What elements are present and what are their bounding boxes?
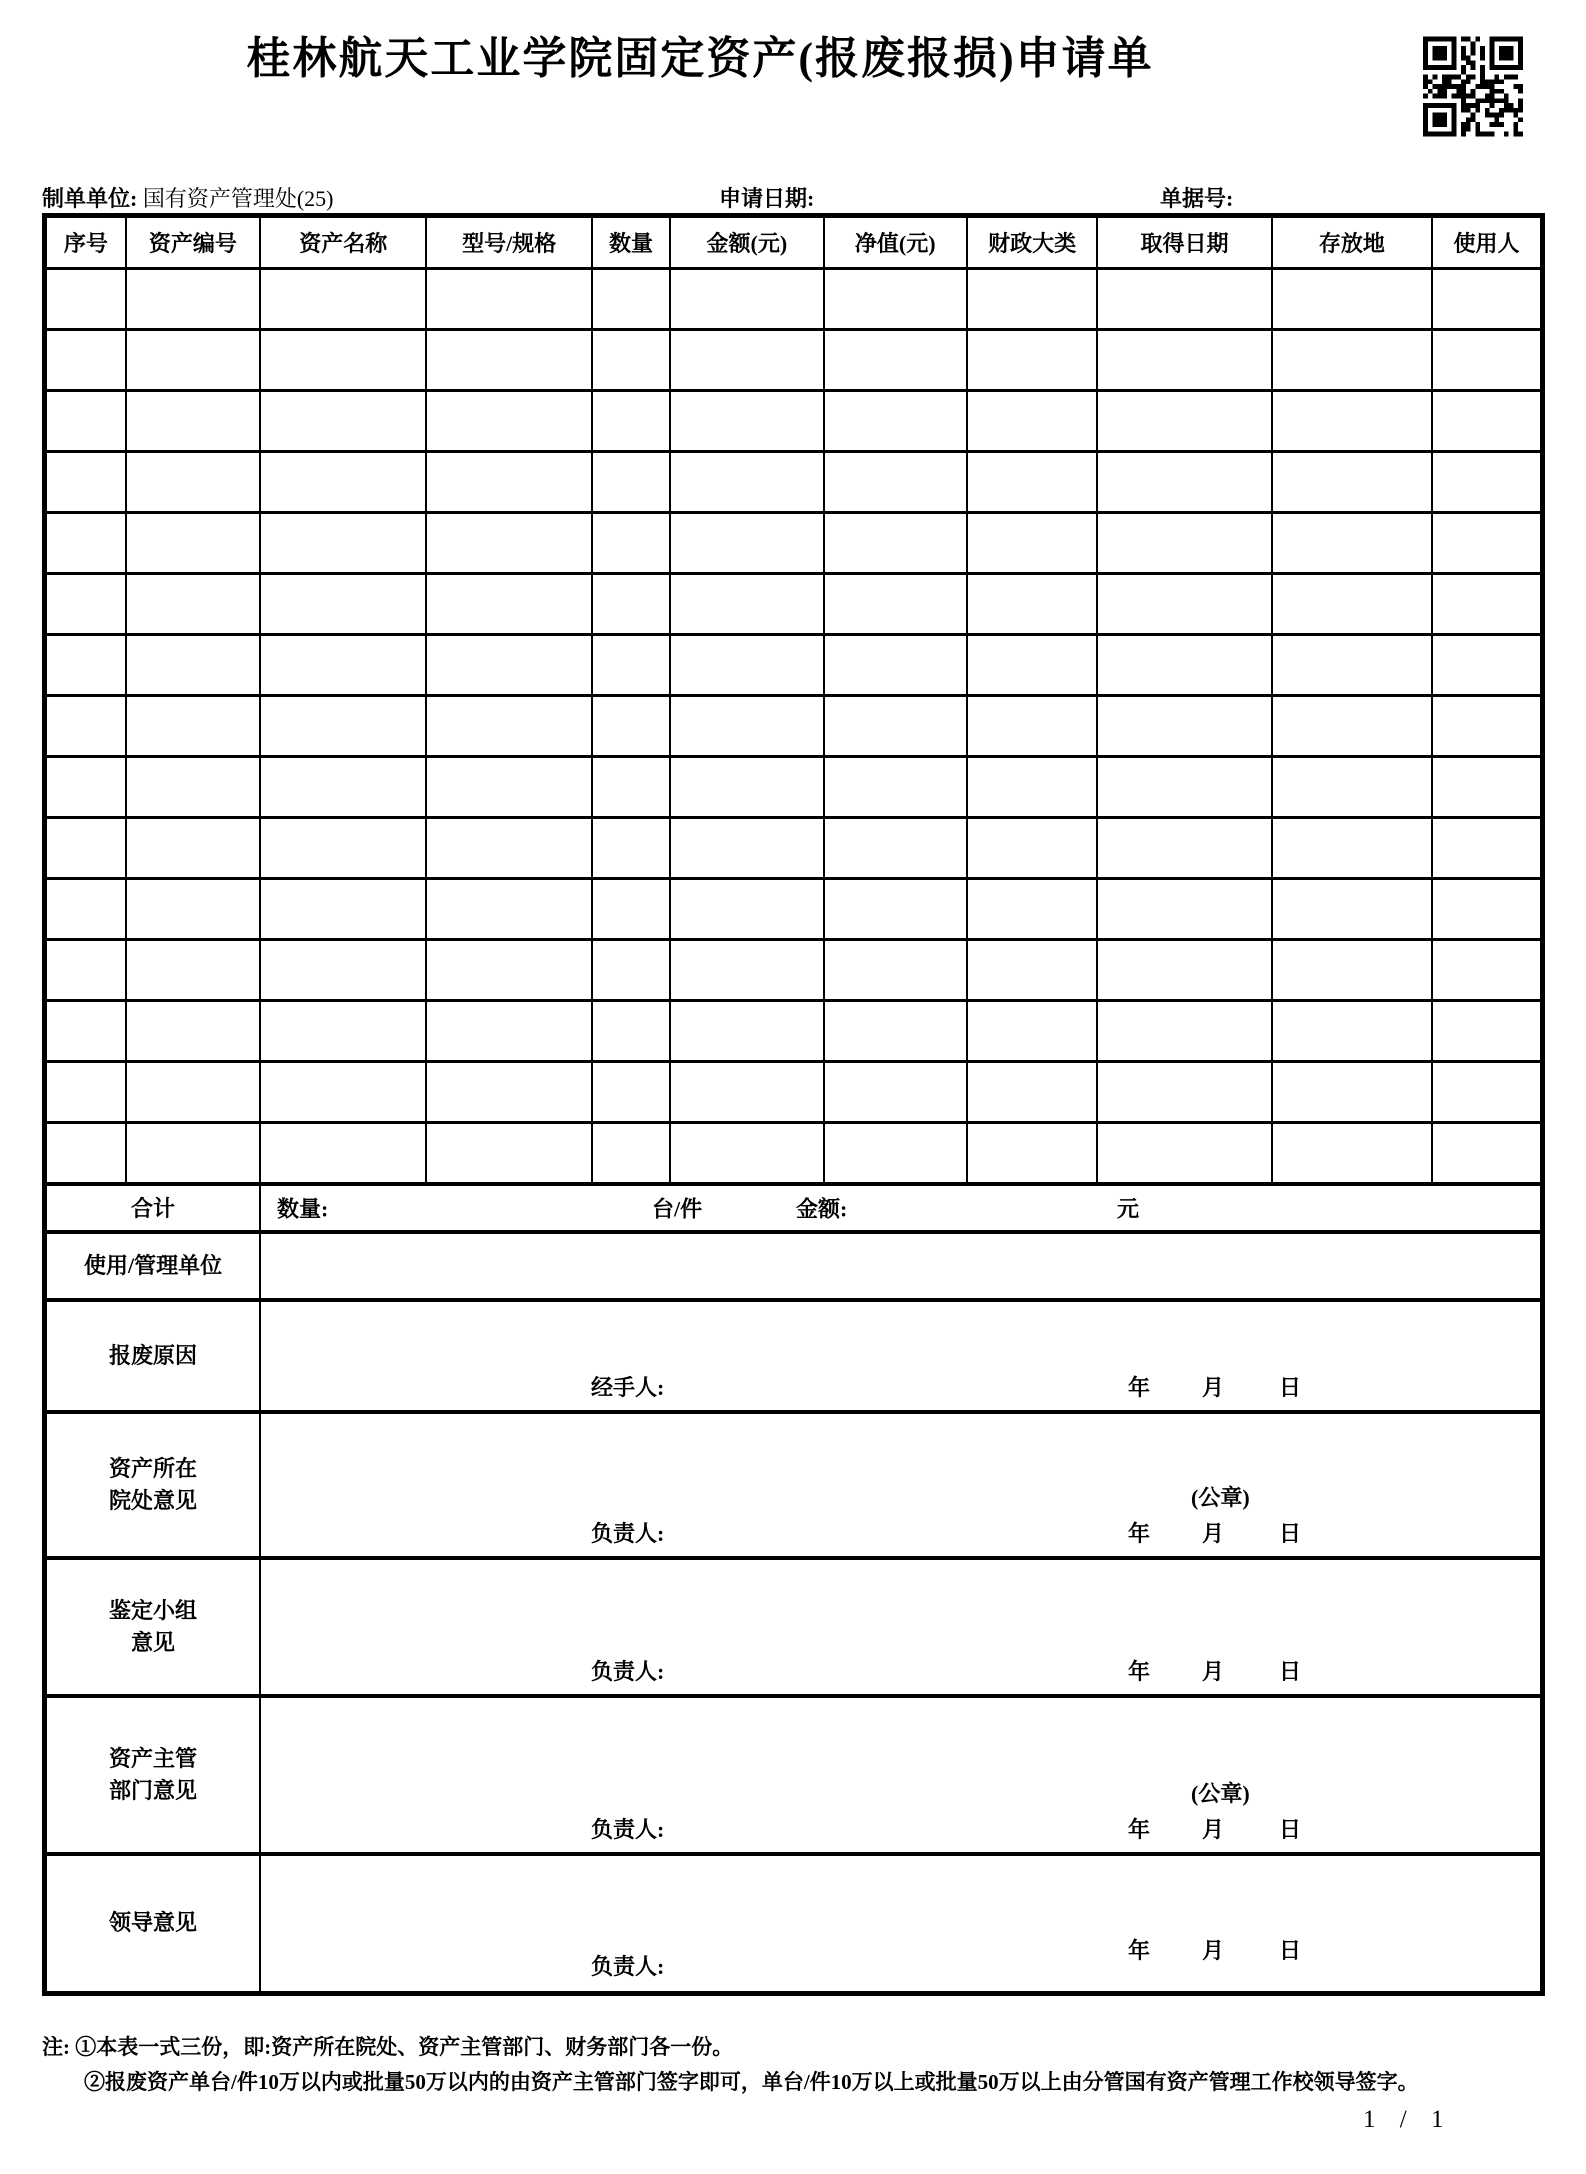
asset-empty-cell [592, 757, 670, 818]
summary-quantity-unit: 台/件 [652, 1196, 703, 1221]
date-year-label: 年 [1128, 1938, 1151, 1963]
date-year-label: 年 [1128, 1520, 1151, 1546]
asset-empty-cell [1097, 879, 1271, 940]
doc-number-label: 单据号: [1160, 186, 1234, 211]
column-header-3: 资产名称 [260, 216, 426, 269]
asset-empty-cell [670, 269, 823, 330]
asset-empty-cell [126, 269, 260, 330]
column-header-10: 存放地 [1272, 216, 1432, 269]
apply-date-label: 申请日期: [719, 186, 815, 211]
asset-empty-cell [967, 452, 1097, 513]
asset-empty-cell [426, 879, 591, 940]
asset-empty-cell [1097, 513, 1271, 574]
asset-empty-cell [1272, 269, 1432, 330]
asset-empty-cell [45, 574, 126, 635]
label-line-1: 资产所在 [109, 1455, 198, 1481]
asset-empty-cell [45, 1062, 126, 1123]
date-day-label: 日 [1279, 1520, 1302, 1546]
asset-empty-cell [670, 696, 823, 757]
date-month-label: 月 [1202, 1658, 1225, 1684]
column-header-11: 使用人 [1432, 216, 1542, 269]
asset-empty-cell [426, 391, 591, 452]
asset-empty-cell [1272, 1062, 1432, 1123]
notes [42, 2030, 1547, 2100]
asset-empty-cell [45, 879, 126, 940]
asset-empty-cell [426, 452, 591, 513]
section-leader-opinion-content [260, 1854, 1542, 1994]
asset-empty-cell [260, 1001, 426, 1062]
date-year-label: 年 [1128, 1374, 1151, 1400]
asset-empty-cell [426, 635, 591, 696]
asset-empty-cell [967, 818, 1097, 879]
asset-empty-row-3 [45, 391, 1543, 452]
asset-empty-cell [260, 513, 426, 574]
qr-code [1423, 35, 1523, 138]
asset-empty-cell [260, 818, 426, 879]
asset-empty-cell [45, 391, 126, 452]
asset-empty-cell [592, 1062, 670, 1123]
asset-empty-cell [260, 452, 426, 513]
asset-empty-row-12 [45, 940, 1543, 1001]
summary-amount-unit: 元 [1117, 1196, 1140, 1221]
asset-empty-row-13 [45, 1001, 1543, 1062]
asset-empty-cell [592, 1001, 670, 1062]
asset-empty-cell [426, 269, 591, 330]
section-appraisal-group-opinion-label [45, 1558, 261, 1696]
asset-empty-row-9 [45, 757, 1543, 818]
asset-empty-cell [426, 696, 591, 757]
asset-empty-cell [45, 818, 126, 879]
asset-empty-cell [1097, 940, 1271, 1001]
asset-empty-cell [426, 818, 591, 879]
asset-empty-cell [45, 635, 126, 696]
asset-empty-row-4 [45, 452, 1543, 513]
asset-empty-cell [1432, 635, 1542, 696]
asset-empty-cell [824, 879, 967, 940]
asset-empty-cell [592, 879, 670, 940]
section-use-unit-label: 使用/管理单位 [45, 1232, 261, 1300]
asset-empty-cell [967, 879, 1097, 940]
asset-empty-cell [967, 1001, 1097, 1062]
date-month-label: 月 [1202, 1520, 1225, 1546]
asset-empty-cell [126, 757, 260, 818]
asset-empty-cell [260, 635, 426, 696]
asset-empty-cell [592, 696, 670, 757]
date-day-label: 日 [1279, 1658, 1302, 1684]
asset-empty-cell [1097, 330, 1271, 391]
asset-empty-cell [1272, 452, 1432, 513]
asset-empty-cell [670, 330, 823, 391]
asset-empty-row-1 [45, 269, 1543, 330]
asset-empty-cell [126, 1123, 260, 1184]
section-scrap-reason [45, 1300, 1543, 1412]
asset-empty-cell [1272, 818, 1432, 879]
asset-empty-cell [1432, 940, 1542, 1001]
label-line-2: 意见 [131, 1629, 176, 1655]
column-header-1: 序号 [45, 216, 126, 269]
summary-row [45, 1184, 1543, 1232]
column-header-4: 型号/规格 [426, 216, 591, 269]
date-year-label: 年 [1128, 1658, 1151, 1684]
note-line-1: 注: ①本表一式三份，即:资产所在院处、资产主管部门、财务部门各一份。 [42, 2035, 734, 2059]
asset-empty-cell [592, 574, 670, 635]
asset-empty-cell [260, 757, 426, 818]
asset-empty-cell [260, 879, 426, 940]
asset-empty-cell [45, 1001, 126, 1062]
label-line-2: 院处意见 [109, 1487, 198, 1513]
asset-empty-cell [824, 391, 967, 452]
asset-empty-cell [967, 269, 1097, 330]
asset-empty-cell [1272, 757, 1432, 818]
asset-empty-cell [824, 330, 967, 391]
asset-empty-cell [967, 635, 1097, 696]
asset-empty-cell [824, 452, 967, 513]
asset-empty-cell [1272, 391, 1432, 452]
asset-empty-cell [126, 635, 260, 696]
asset-empty-row-5 [45, 513, 1543, 574]
responsible-person-label: 负责人: [591, 1658, 665, 1684]
date-month-label: 月 [1202, 1938, 1225, 1963]
asset-empty-cell [1097, 1001, 1271, 1062]
asset-empty-cell [967, 1062, 1097, 1123]
section-appraisal-group-opinion-content [260, 1558, 1542, 1696]
asset-empty-cell [1272, 1123, 1432, 1184]
asset-empty-cell [1272, 635, 1432, 696]
page-indicator: 1 / 1 [1363, 2106, 1453, 2133]
asset-empty-cell [45, 940, 126, 1001]
asset-empty-cell [1432, 1123, 1542, 1184]
label-line-1: 鉴定小组 [109, 1597, 198, 1623]
asset-empty-row-7 [45, 635, 1543, 696]
asset-empty-row-6 [45, 574, 1543, 635]
asset-empty-cell [260, 1123, 426, 1184]
asset-empty-cell [670, 452, 823, 513]
asset-table-header-row [45, 216, 1543, 269]
date-day-label: 日 [1279, 1374, 1302, 1400]
asset-empty-cell [592, 513, 670, 574]
asset-empty-cell [426, 757, 591, 818]
asset-empty-cell [1272, 330, 1432, 391]
summary-content [260, 1184, 1542, 1232]
section-leader-opinion-label: 领导意见 [45, 1854, 261, 1994]
page-title: 桂林航天工业学院固定资产(报废报损)申请单 [246, 34, 1154, 83]
asset-empty-cell [670, 1123, 823, 1184]
asset-empty-cell [824, 269, 967, 330]
asset-empty-cell [824, 1062, 967, 1123]
asset-empty-cell [426, 1001, 591, 1062]
asset-empty-cell [592, 391, 670, 452]
label-line-1: 资产主管 [109, 1745, 198, 1771]
asset-empty-cell [670, 940, 823, 1001]
responsible-person-label: 负责人: [591, 1520, 665, 1546]
asset-empty-cell [426, 574, 591, 635]
asset-empty-row-11 [45, 879, 1543, 940]
asset-empty-cell [1097, 391, 1271, 452]
asset-empty-cell [126, 574, 260, 635]
column-header-9: 取得日期 [1097, 216, 1271, 269]
summary-quantity-label: 数量: [277, 1196, 329, 1221]
column-header-2: 资产编号 [126, 216, 260, 269]
date-month-label: 月 [1202, 1816, 1225, 1842]
asset-empty-cell [592, 818, 670, 879]
maker-unit-label: 制单单位: [42, 186, 138, 211]
asset-empty-cell [1432, 452, 1542, 513]
asset-empty-cell [1097, 1123, 1271, 1184]
asset-empty-cell [824, 757, 967, 818]
summary-amount-label: 金额: [796, 1196, 848, 1221]
section-scrap-reason-label: 报废原因 [45, 1300, 261, 1412]
asset-empty-cell [126, 1062, 260, 1123]
asset-empty-cell [824, 818, 967, 879]
asset-empty-cell [967, 696, 1097, 757]
summary-label: 合计 [45, 1184, 261, 1232]
handler-signature-label: 经手人: [591, 1374, 665, 1400]
asset-empty-cell [1432, 574, 1542, 635]
asset-empty-cell [592, 452, 670, 513]
asset-empty-cell [1432, 879, 1542, 940]
asset-empty-cell [426, 513, 591, 574]
asset-empty-cell [1432, 269, 1542, 330]
date-year-label: 年 [1128, 1816, 1151, 1842]
asset-empty-cell [45, 696, 126, 757]
maker-unit-value: 国有资产管理处(25) [142, 186, 334, 211]
asset-empty-cell [967, 757, 1097, 818]
asset-empty-cell [426, 1123, 591, 1184]
asset-empty-cell [1272, 879, 1432, 940]
section-asset-college-opinion-content [260, 1412, 1542, 1558]
asset-empty-cell [1432, 1001, 1542, 1062]
asset-empty-cell [1272, 696, 1432, 757]
asset-empty-cell [967, 1123, 1097, 1184]
asset-empty-cell [592, 635, 670, 696]
asset-empty-cell [1097, 696, 1271, 757]
asset-empty-cell [592, 269, 670, 330]
asset-empty-cell [824, 940, 967, 1001]
label-line-2: 部门意见 [109, 1777, 198, 1803]
asset-empty-cell [45, 269, 126, 330]
asset-empty-cell [670, 818, 823, 879]
asset-empty-row-2 [45, 330, 1543, 391]
section-use-unit [45, 1232, 1543, 1300]
asset-empty-cell [126, 391, 260, 452]
section-leader-opinion [45, 1854, 1543, 1994]
column-header-5: 数量 [592, 216, 670, 269]
asset-empty-cell [824, 1123, 967, 1184]
asset-empty-cell [45, 757, 126, 818]
asset-empty-cell [260, 1062, 426, 1123]
asset-empty-cell [824, 574, 967, 635]
asset-empty-cell [967, 940, 1097, 1001]
asset-empty-cell [670, 391, 823, 452]
asset-empty-cell [670, 574, 823, 635]
asset-empty-cell [967, 330, 1097, 391]
section-asset-college-opinion [45, 1412, 1543, 1558]
asset-empty-cell [1097, 269, 1271, 330]
asset-empty-cell [1097, 635, 1271, 696]
asset-empty-cell [260, 330, 426, 391]
section-asset-college-opinion-label [45, 1412, 261, 1558]
column-header-8: 财政大类 [967, 216, 1097, 269]
asset-empty-cell [592, 330, 670, 391]
maker-unit [42, 182, 333, 213]
asset-empty-cell [670, 635, 823, 696]
asset-empty-cell [1272, 513, 1432, 574]
asset-empty-cell [670, 757, 823, 818]
note-line-2: ②报废资产单台/件10万以内或批量50万以内的由资产主管部门签字即可，单台/件10万以上或批量50万以上由分管国有资产管理工作校领导签字。 [84, 2070, 1419, 2094]
asset-empty-cell [45, 452, 126, 513]
official-seal-label: (公章) [1191, 1484, 1250, 1510]
asset-empty-cell [824, 513, 967, 574]
section-asset-dept-opinion-label [45, 1696, 261, 1854]
asset-empty-cell [1432, 757, 1542, 818]
asset-empty-row-8 [45, 696, 1543, 757]
asset-empty-cell [967, 513, 1097, 574]
asset-empty-cell [426, 330, 591, 391]
asset-empty-cell [670, 879, 823, 940]
asset-empty-cell [126, 452, 260, 513]
asset-empty-cell [967, 391, 1097, 452]
section-asset-dept-opinion [45, 1696, 1543, 1854]
asset-empty-cell [126, 696, 260, 757]
asset-empty-cell [824, 696, 967, 757]
asset-empty-cell [45, 1123, 126, 1184]
asset-empty-cell [126, 879, 260, 940]
asset-empty-cell [260, 391, 426, 452]
section-appraisal-group-opinion [45, 1558, 1543, 1696]
asset-empty-cell [1097, 452, 1271, 513]
asset-empty-cell [1432, 391, 1542, 452]
asset-empty-cell [126, 330, 260, 391]
asset-empty-cell [592, 1123, 670, 1184]
responsible-person-label: 负责人: [591, 1954, 665, 1979]
asset-empty-cell [592, 940, 670, 1001]
section-scrap-reason-content [260, 1300, 1542, 1412]
column-header-7: 净值(元) [824, 216, 967, 269]
meta-line [0, 182, 1586, 212]
asset-empty-cell [260, 269, 426, 330]
asset-empty-cell [1097, 757, 1271, 818]
asset-empty-cell [260, 940, 426, 1001]
asset-empty-cell [126, 513, 260, 574]
asset-empty-cell [670, 513, 823, 574]
date-month-label: 月 [1202, 1374, 1225, 1400]
asset-empty-cell [824, 1001, 967, 1062]
asset-empty-cell [967, 574, 1097, 635]
asset-empty-cell [426, 1062, 591, 1123]
asset-empty-cell [126, 818, 260, 879]
asset-empty-cell [1432, 696, 1542, 757]
asset-empty-cell [670, 1001, 823, 1062]
asset-empty-cell [1432, 330, 1542, 391]
asset-empty-cell [126, 1001, 260, 1062]
asset-table-empty-rows [45, 269, 1543, 1184]
asset-empty-cell [670, 1062, 823, 1123]
official-seal-label: (公章) [1191, 1780, 1250, 1806]
date-day-label: 日 [1279, 1938, 1302, 1963]
asset-empty-cell [1432, 1062, 1542, 1123]
asset-empty-cell [45, 330, 126, 391]
asset-empty-row-15 [45, 1123, 1543, 1184]
asset-empty-cell [426, 940, 591, 1001]
asset-empty-cell [1097, 574, 1271, 635]
asset-empty-cell [45, 513, 126, 574]
asset-empty-cell [260, 574, 426, 635]
asset-empty-row-10 [45, 818, 1543, 879]
asset-empty-cell [1272, 1001, 1432, 1062]
asset-empty-cell [1432, 818, 1542, 879]
date-day-label: 日 [1279, 1816, 1302, 1842]
asset-empty-cell [1097, 1062, 1271, 1123]
asset-table [42, 213, 1545, 1996]
section-use-unit-content [260, 1232, 1542, 1300]
asset-empty-cell [1272, 940, 1432, 1001]
asset-empty-cell [1097, 818, 1271, 879]
asset-empty-cell [1272, 574, 1432, 635]
responsible-person-label: 负责人: [591, 1816, 665, 1842]
asset-empty-cell [260, 696, 426, 757]
asset-empty-row-14 [45, 1062, 1543, 1123]
section-asset-dept-opinion-content [260, 1696, 1542, 1854]
column-header-6: 金额(元) [670, 216, 823, 269]
asset-empty-cell [1432, 513, 1542, 574]
asset-empty-cell [126, 940, 260, 1001]
asset-empty-cell [824, 635, 967, 696]
